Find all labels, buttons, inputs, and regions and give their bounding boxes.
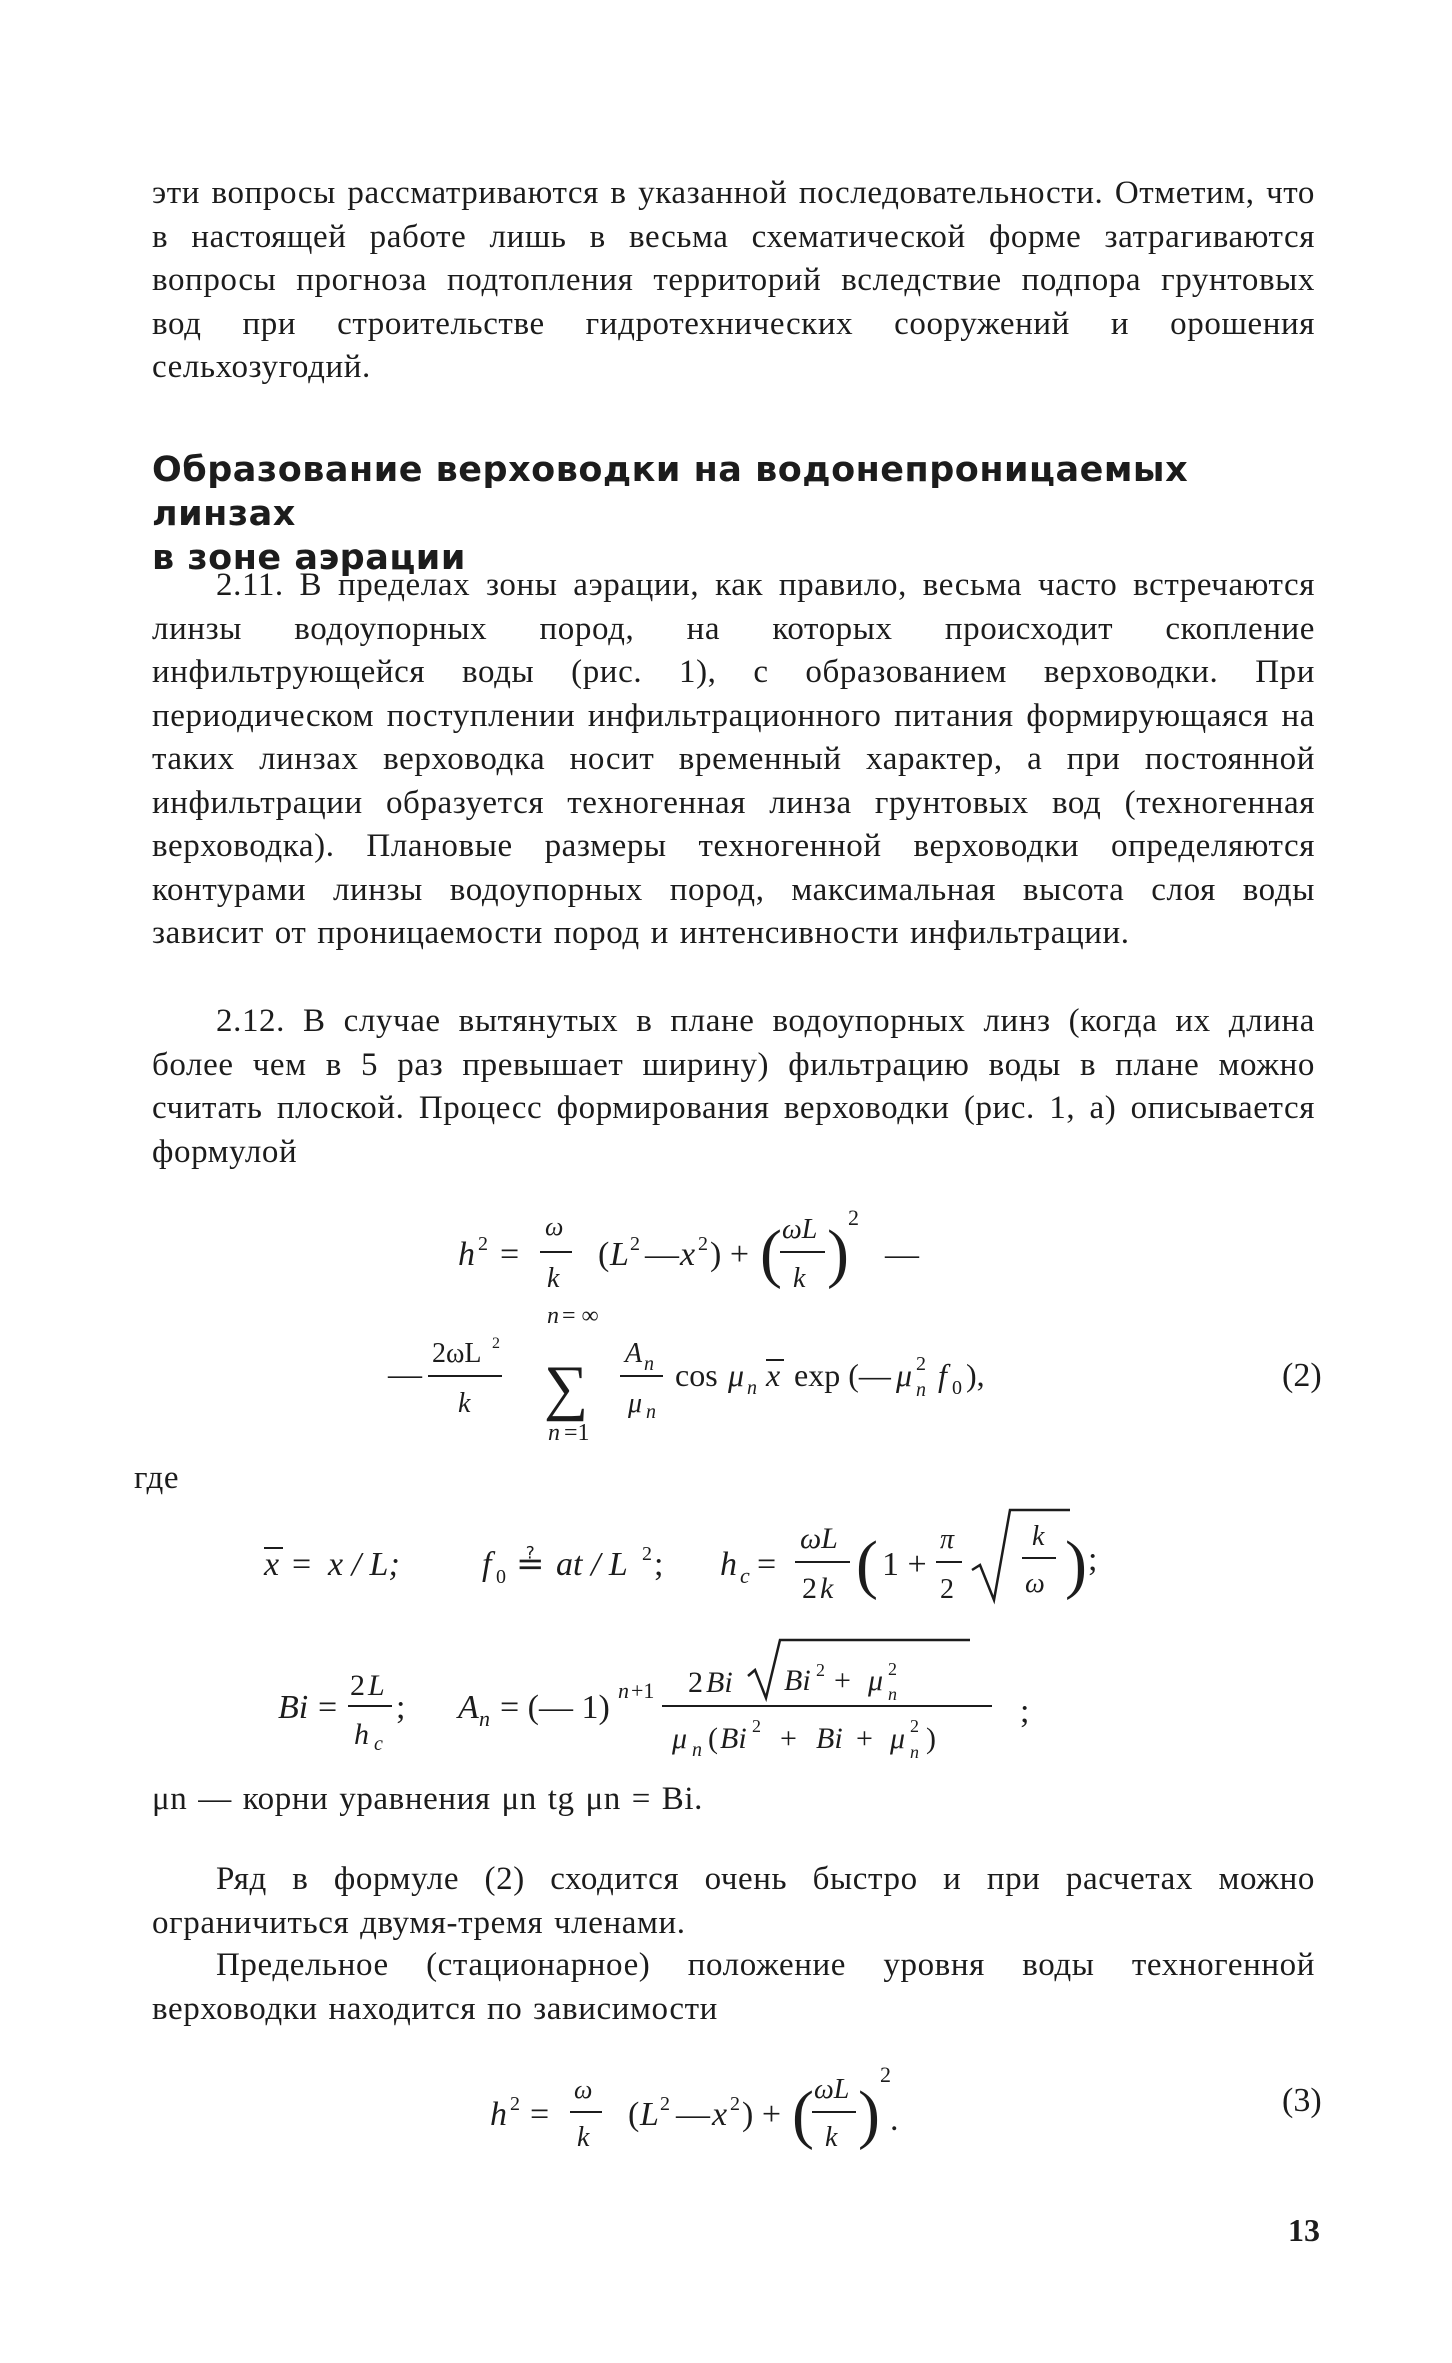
svg-text:k: k bbox=[825, 2122, 838, 2153]
svg-text:): ) bbox=[1065, 1528, 1087, 1601]
svg-text:): ) bbox=[858, 2078, 880, 2151]
svg-text:2: 2 bbox=[478, 1233, 488, 1255]
svg-text:A: A bbox=[458, 1689, 479, 1726]
svg-text:μ: μ bbox=[672, 1722, 688, 1755]
svg-text:;: ; bbox=[1020, 1693, 1030, 1730]
svg-text:x: x bbox=[264, 1546, 280, 1583]
svg-text:2: 2 bbox=[940, 1574, 954, 1605]
svg-text:c: c bbox=[740, 1563, 750, 1588]
svg-text:h: h bbox=[490, 2096, 507, 2133]
paragraph-2-12: 2.12. В случае вытянутых в плане водоупорных линз (когда их длина более чем в 5 раз превышает ширину) фильтрацию воды в плане можно считать плоской. Процесс формирования верховодки (рис. 1, а) описывается формулой bbox=[152, 1003, 1315, 1170]
svg-text:ω: ω bbox=[545, 1212, 564, 1241]
svg-text:n: n bbox=[916, 1379, 926, 1401]
svg-text:—: — bbox=[645, 1236, 679, 1273]
svg-text:+: + bbox=[856, 1722, 873, 1755]
svg-text:;: ; bbox=[1088, 1541, 1098, 1578]
svg-text:k: k bbox=[1032, 1521, 1045, 1552]
svg-text:μ: μ bbox=[628, 1388, 643, 1419]
svg-text:(: ( bbox=[598, 1236, 610, 1273]
svg-text:2: 2 bbox=[802, 1572, 817, 1605]
svg-text:(: ( bbox=[760, 1217, 782, 1290]
svg-text:2: 2 bbox=[752, 1716, 761, 1736]
svg-text:π: π bbox=[940, 1524, 955, 1555]
svg-text:Bi: Bi bbox=[816, 1722, 843, 1755]
equation-2-number: (2) bbox=[1282, 1357, 1322, 1394]
svg-text:∑: ∑ bbox=[544, 1354, 589, 1422]
svg-text:2: 2 bbox=[916, 1353, 926, 1375]
svg-text:x: x bbox=[766, 1357, 781, 1393]
formula-3 bbox=[480, 2040, 1040, 2170]
svg-text:2: 2 bbox=[698, 1233, 708, 1255]
svg-text:2: 2 bbox=[910, 1716, 919, 1736]
svg-text:),: ), bbox=[966, 1357, 985, 1393]
equation-3-number: (3) bbox=[1282, 2082, 1322, 2119]
svg-text:A: A bbox=[625, 1338, 643, 1369]
svg-text:n: n bbox=[618, 1678, 629, 1703]
limit-paragraph: Предельное (стационарное) положение уровня воды техногенной верховодки находится по зависимости bbox=[152, 1947, 1315, 2027]
svg-text:x: x bbox=[680, 1236, 696, 1273]
page-number: 13 bbox=[1288, 2212, 1320, 2248]
definitions-formula bbox=[250, 1500, 1200, 1770]
svg-text:2: 2 bbox=[492, 1335, 500, 1352]
svg-text:n: n bbox=[910, 1742, 919, 1762]
svg-text:n: n bbox=[888, 1684, 897, 1704]
svg-text:n: n bbox=[547, 1303, 559, 1329]
svg-text:2: 2 bbox=[816, 1660, 825, 1680]
svg-text:) +: ) + bbox=[742, 2096, 781, 2133]
paragraph-2-11: 2.11. В пределах зоны аэрации, как правило, весьма часто встречаются линзы водоупорных пород, на которых происходит скопление инфильтрующейся воды (рис. 1), с образованием верховодки. При периодическом поступлении инфильтрационного питания формирующаяся на таких линзах верховодка носит временный характер, а при постоянной инфильтрации образуется техногенная линза грунтовых вод (техногенная верховодка). Плановые размеры техногенной верховодки определяются контурами линзы водоупорных пород, максимальная высота слоя воды зависит от проницаемости пород и интенсивности инфильтрации. bbox=[152, 567, 1315, 951]
svg-text:2: 2 bbox=[510, 2093, 520, 2115]
svg-text:2: 2 bbox=[630, 1233, 640, 1255]
svg-text:2: 2 bbox=[730, 2093, 740, 2115]
formula-2 bbox=[380, 1190, 1100, 1450]
section-heading bbox=[152, 448, 1332, 580]
svg-text:n: n bbox=[548, 1420, 560, 1446]
svg-text:—: — bbox=[676, 2096, 710, 2133]
svg-text:2: 2 bbox=[642, 1543, 652, 1565]
svg-text:): ) bbox=[827, 1217, 849, 1290]
svg-text:Bi: Bi bbox=[706, 1666, 733, 1699]
svg-text:L: L bbox=[368, 1669, 385, 1702]
svg-text:(: ( bbox=[856, 1528, 878, 1601]
svg-text:(: ( bbox=[708, 1722, 718, 1755]
svg-text:L: L bbox=[610, 1236, 629, 1273]
svg-text:n: n bbox=[644, 1353, 654, 1375]
svg-text:2: 2 bbox=[888, 1659, 897, 1679]
svg-text:x: x bbox=[712, 2096, 728, 2133]
svg-text:+1: +1 bbox=[631, 1678, 655, 1703]
svg-text:Bi: Bi bbox=[720, 1722, 747, 1755]
svg-text:L: L bbox=[640, 2096, 659, 2133]
svg-text:1 +: 1 + bbox=[882, 1546, 927, 1583]
svg-text:;: ; bbox=[396, 1689, 406, 1726]
svg-text:ωL: ωL bbox=[814, 2074, 850, 2105]
svg-text:=: = bbox=[757, 1546, 777, 1583]
svg-text:ωL: ωL bbox=[782, 1214, 818, 1245]
series-paragraph: Ряд в формуле (2) сходится очень быстро и при расчетах можно ограничиться двумя-тремя членами. bbox=[152, 1861, 1315, 1941]
svg-text:(: ( bbox=[792, 2078, 814, 2151]
svg-text:at / L: at / L bbox=[556, 1546, 628, 1583]
svg-text:0: 0 bbox=[952, 1377, 962, 1399]
svg-text:exp (—: exp (— bbox=[794, 1357, 891, 1393]
svg-text:μ: μ bbox=[728, 1357, 745, 1393]
svg-text:n: n bbox=[479, 1706, 490, 1731]
svg-text:k: k bbox=[793, 1263, 806, 1294]
svg-text:+: + bbox=[834, 1664, 851, 1697]
svg-text:Bi: Bi bbox=[784, 1664, 811, 1697]
svg-text:(: ( bbox=[628, 2096, 640, 2133]
svg-text:h: h bbox=[720, 1546, 737, 1583]
svg-text:f: f bbox=[482, 1546, 492, 1583]
svg-text:= ∞: = ∞ bbox=[562, 1303, 599, 1329]
svg-text:2: 2 bbox=[880, 2062, 891, 2087]
svg-text:n: n bbox=[646, 1401, 656, 1423]
svg-text:ω: ω bbox=[1025, 1568, 1045, 1599]
svg-text:=: = bbox=[318, 1689, 338, 1726]
svg-text:ω: ω bbox=[574, 2075, 593, 2104]
svg-text:0: 0 bbox=[496, 1566, 506, 1588]
svg-text:k: k bbox=[458, 1388, 471, 1419]
svg-text:;: ; bbox=[654, 1546, 664, 1583]
svg-text:—: — bbox=[388, 1356, 422, 1393]
svg-text:2: 2 bbox=[848, 1205, 859, 1230]
svg-text:cos: cos bbox=[675, 1357, 718, 1393]
svg-text:=: = bbox=[500, 1236, 520, 1273]
svg-text:k: k bbox=[547, 1263, 560, 1294]
svg-text:x / L;: x / L; bbox=[328, 1546, 400, 1583]
svg-text:=1: =1 bbox=[564, 1420, 590, 1446]
svg-text:μ: μ bbox=[868, 1664, 884, 1697]
svg-text:= (— 1): = (— 1) bbox=[500, 1689, 610, 1726]
svg-text:f: f bbox=[938, 1357, 947, 1393]
svg-text:=: = bbox=[292, 1546, 312, 1583]
svg-text:—: — bbox=[885, 1236, 919, 1273]
svg-text:2: 2 bbox=[688, 1666, 703, 1699]
svg-text:) +: ) + bbox=[710, 1236, 749, 1273]
svg-text:μ: μ bbox=[896, 1357, 913, 1393]
svg-text:+: + bbox=[780, 1722, 797, 1755]
svg-text:=: = bbox=[530, 2096, 550, 2133]
svg-text:h: h bbox=[354, 1718, 369, 1751]
svg-text:2ωL: 2ωL bbox=[432, 1338, 482, 1369]
svg-text:c: c bbox=[374, 1733, 383, 1755]
where-label: где bbox=[134, 1460, 180, 1496]
svg-text:k: k bbox=[577, 2122, 590, 2153]
intro-paragraph: эти вопросы рассматриваются в указанной последовательности. Отметим, что в настоящей работе лишь в весьма схематической форме затрагиваются вопросы прогноза подтопления территорий вследствие подпора грунтовых вод при строительстве гидротехнических сооружений и орошения сельхозугодий. bbox=[152, 175, 1315, 385]
svg-text:≟: ≟ bbox=[516, 1546, 545, 1583]
svg-text:ωL: ωL bbox=[800, 1522, 838, 1555]
svg-text:k: k bbox=[820, 1572, 834, 1605]
svg-text:2: 2 bbox=[660, 2093, 670, 2115]
svg-text:h: h bbox=[458, 1236, 475, 1273]
svg-text:n: n bbox=[747, 1377, 757, 1399]
section-heading-line1: Образование верховодки на водонепроницаемых линзах bbox=[152, 450, 1189, 534]
roots-line: μn — корни уравнения μn tg μn = Bi. bbox=[152, 1781, 703, 1817]
svg-text:n: n bbox=[692, 1739, 702, 1761]
section-heading-line2: в зоне аэрации bbox=[152, 538, 466, 578]
svg-text:μ: μ bbox=[890, 1722, 906, 1755]
svg-text:2: 2 bbox=[350, 1669, 365, 1702]
svg-text:.: . bbox=[890, 2101, 899, 2138]
svg-text:): ) bbox=[926, 1722, 936, 1755]
svg-text:Bi: Bi bbox=[278, 1689, 309, 1726]
